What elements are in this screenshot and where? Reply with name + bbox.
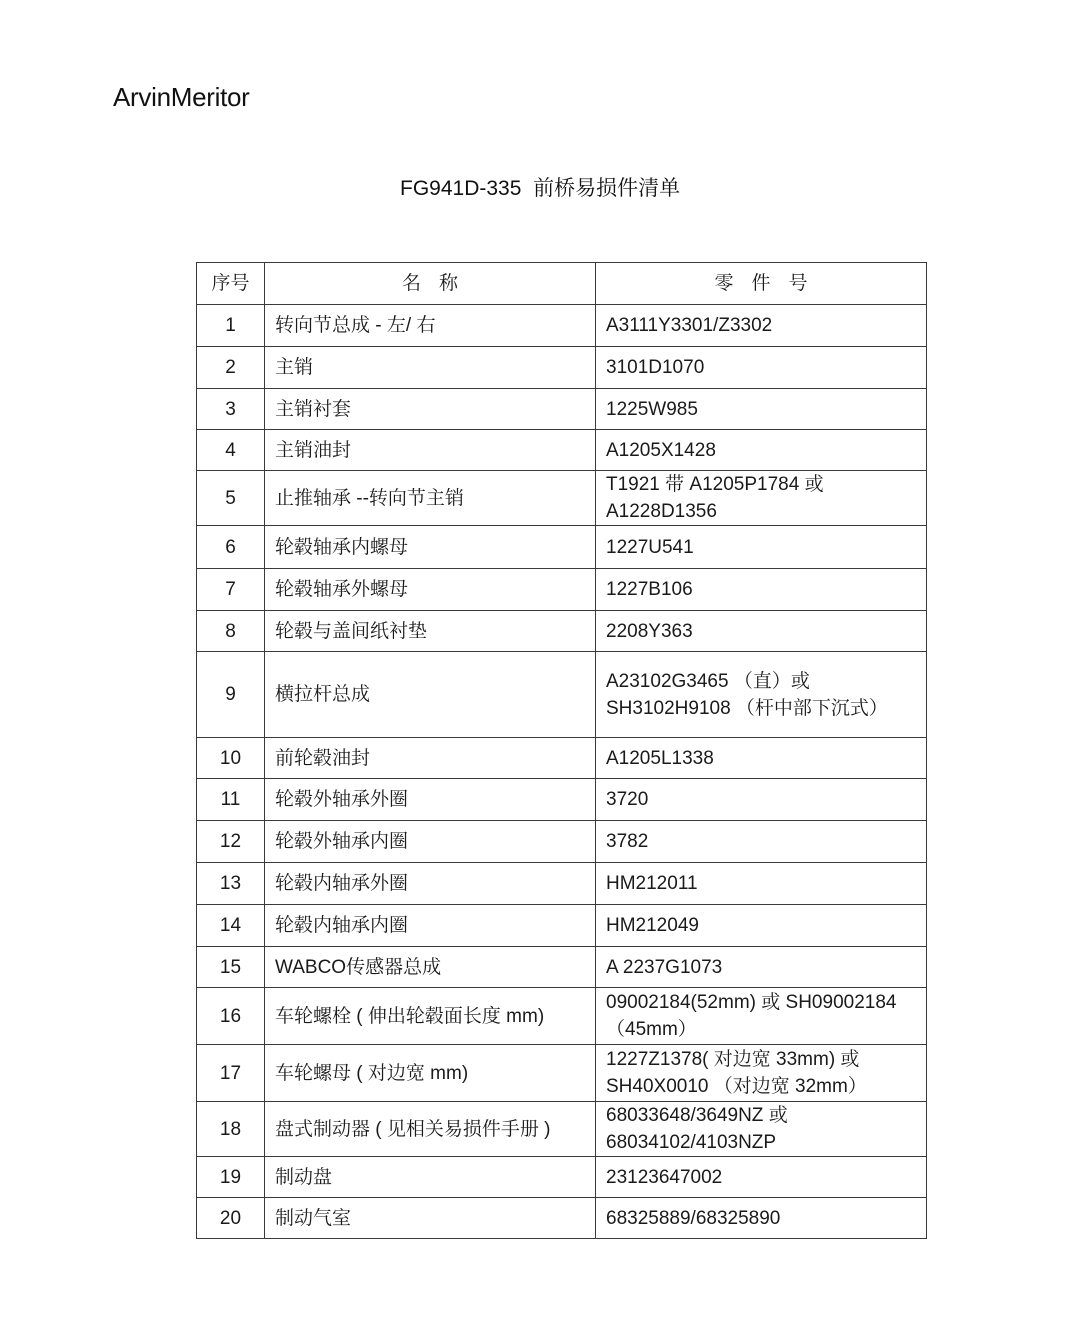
part-number: 23123647002 (596, 1157, 927, 1198)
table-row (197, 389, 927, 430)
part-number: 3782 (596, 821, 927, 863)
part-name: 车轮螺母 ( 对边宽 mm) (265, 1045, 596, 1102)
part-number: 3101D1070 (596, 347, 927, 389)
table-row (197, 988, 927, 1045)
row-number: 9 (197, 652, 265, 738)
row-number: 6 (197, 526, 265, 569)
document-title: FG941D-335 前桥易损件清单 (400, 177, 681, 200)
row-number: 10 (197, 738, 265, 779)
part-name: 轮毂轴承外螺母 (265, 569, 596, 611)
row-number: 2 (197, 347, 265, 389)
header-name-label: 名称 (401, 273, 476, 294)
row-number: 12 (197, 821, 265, 863)
brand-name: ArvinMeritor (113, 82, 250, 112)
header-part-number-label: 零件号 (714, 273, 826, 294)
part-number: 09002184(52mm) 或 SH09002184 （45mm） (596, 988, 927, 1045)
table-row (197, 1198, 927, 1239)
table-row (197, 1045, 927, 1102)
part-name: 制动气室 (265, 1198, 596, 1239)
part-name: 盘式制动器 ( 见相关易损件手册 ) (265, 1102, 596, 1157)
row-number: 13 (197, 863, 265, 905)
part-name: 车轮螺栓 ( 伸出轮毂面长度 mm) (265, 988, 596, 1045)
row-number: 1 (197, 305, 265, 347)
part-number: T1921 带 A1205P1784 或 A1228D1356 (596, 471, 927, 526)
part-name: 轮毂与盖间纸衬垫 (265, 611, 596, 652)
table-row (197, 305, 927, 347)
row-number: 7 (197, 569, 265, 611)
part-name: 轮毂内轴承外圈 (265, 863, 596, 905)
part-number: 3720 (596, 779, 927, 821)
row-number: 16 (197, 988, 265, 1045)
part-number: 68325889/68325890 (596, 1198, 927, 1239)
table-row (197, 738, 927, 779)
table-row (197, 779, 927, 821)
part-number: 2208Y363 (596, 611, 927, 652)
row-number: 14 (197, 905, 265, 947)
part-number: 68033648/3649NZ 或 68034102/4103NZP (596, 1102, 927, 1157)
header-part-number (596, 263, 927, 305)
table-row (197, 863, 927, 905)
table-row (197, 1102, 927, 1157)
part-name: 前轮毂油封 (265, 738, 596, 779)
part-name: 主销衬套 (265, 389, 596, 430)
part-number: 1227Z1378( 对边宽 33mm) 或 SH40X0010 （对边宽 32mm） (596, 1045, 927, 1102)
header-name (265, 263, 596, 305)
part-name: 轮毂外轴承外圈 (265, 779, 596, 821)
row-number: 20 (197, 1198, 265, 1239)
table-row (197, 471, 927, 526)
part-number: HM212011 (596, 863, 927, 905)
row-number: 15 (197, 947, 265, 988)
row-number: 18 (197, 1102, 265, 1157)
part-name: WABCO传感器总成 (265, 947, 596, 988)
table-row (197, 569, 927, 611)
table-row (197, 611, 927, 652)
part-name: 轮毂内轴承内圈 (265, 905, 596, 947)
part-name: 轮毂外轴承内圈 (265, 821, 596, 863)
part-name: 主销油封 (265, 430, 596, 471)
parts-table (196, 262, 927, 1239)
row-number: 17 (197, 1045, 265, 1102)
table-row (197, 526, 927, 569)
table-row (197, 430, 927, 471)
row-number: 5 (197, 471, 265, 526)
part-name: 主销 (265, 347, 596, 389)
row-number: 19 (197, 1157, 265, 1198)
part-number: A 2237G1073 (596, 947, 927, 988)
table-row (197, 947, 927, 988)
part-name: 转向节总成 - 左/ 右 (265, 305, 596, 347)
part-number: 1227B106 (596, 569, 927, 611)
part-number: A23102G3465 （直）或 SH3102H9108 （杆中部下沉式） (596, 652, 927, 738)
table-header-row (197, 263, 927, 305)
row-number: 11 (197, 779, 265, 821)
row-number: 8 (197, 611, 265, 652)
part-name: 制动盘 (265, 1157, 596, 1198)
part-number: A1205X1428 (596, 430, 927, 471)
row-number: 3 (197, 389, 265, 430)
table-row (197, 652, 927, 738)
table-row (197, 905, 927, 947)
part-number: 1227U541 (596, 526, 927, 569)
part-name: 止推轴承 --转向节主销 (265, 471, 596, 526)
table-row (197, 347, 927, 389)
header-number: 序号 (197, 263, 265, 305)
part-number: A1205L1338 (596, 738, 927, 779)
part-number: HM212049 (596, 905, 927, 947)
part-number: 1225W985 (596, 389, 927, 430)
table-row (197, 821, 927, 863)
part-name: 轮毂轴承内螺母 (265, 526, 596, 569)
part-number: A3111Y3301/Z3302 (596, 305, 927, 347)
table-row (197, 1157, 927, 1198)
part-name: 横拉杆总成 (265, 652, 596, 738)
row-number: 4 (197, 430, 265, 471)
